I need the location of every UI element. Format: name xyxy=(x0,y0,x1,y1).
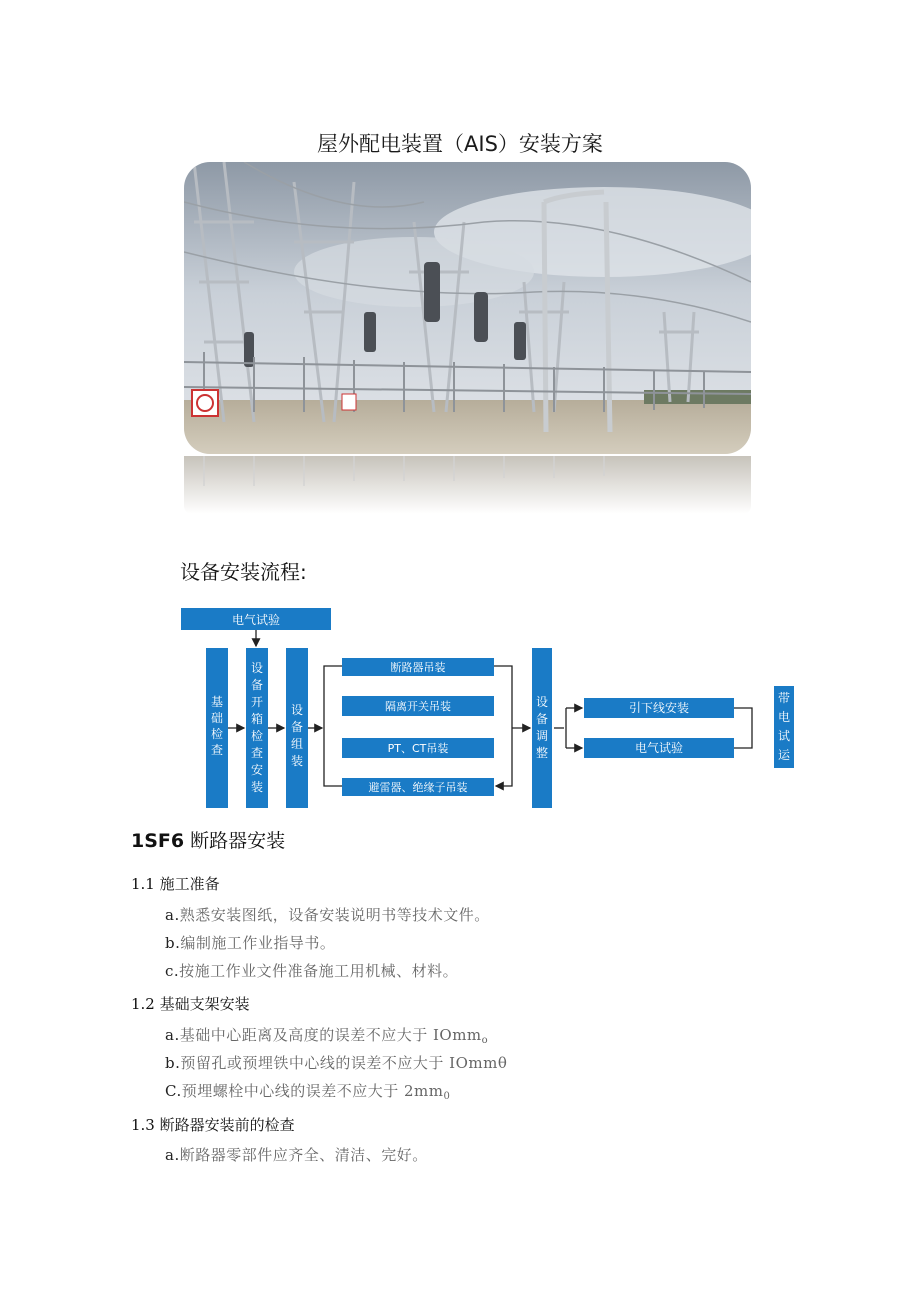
substation-photo-drawing xyxy=(184,162,751,454)
install-flowchart xyxy=(176,600,816,816)
subsection-heading-3 xyxy=(131,1114,295,1135)
list-item: c.按施工作业文件准备施工用机械、材料。 xyxy=(165,962,459,980)
photo-reflection xyxy=(184,456,751,514)
flow-branch-1-label: 断路器吊装 xyxy=(390,661,446,674)
flow-col-adjust xyxy=(532,648,552,808)
list-item: a.断路器零部件应齐全、清洁、完好。 xyxy=(165,1146,428,1164)
flow-col-unpack-label: 设备开箱检查安装 xyxy=(250,661,264,794)
subsection-title: 施工准备 xyxy=(159,875,220,893)
list-item: C.预埋螺栓中心线的误差不应大于 $2mm_0$ xyxy=(165,1082,451,1102)
subsection-title: 基础支架安装 xyxy=(159,995,250,1013)
flow-col-base-label: 基础检查 xyxy=(210,695,224,757)
list-item: b.预留孔或预埋铁中心线的误差不应大于 IOmmθ xyxy=(165,1054,508,1072)
subsection-num: 1.3 xyxy=(131,1116,155,1134)
flow-right-1-label: 引下线安装 xyxy=(628,701,690,715)
subsection-heading-1 xyxy=(131,873,220,894)
flow-col-assemble-label: 设备组装 xyxy=(290,703,304,768)
substation-photo xyxy=(184,162,751,454)
subsection-title: 断路器安装前的检查 xyxy=(159,1116,295,1134)
list-item: a.基础中心距离及高度的误差不应大于 IOmm$_o$ xyxy=(165,1026,489,1046)
section-heading xyxy=(131,826,285,853)
photo-reflection-drawing xyxy=(184,456,751,514)
subsection-num: 1.1 xyxy=(131,875,155,893)
process-heading: 设备安装流程: xyxy=(180,560,307,584)
subsection-num: 1.2 xyxy=(131,995,155,1013)
flow-right-2-label: 电气试验 xyxy=(634,741,684,755)
section-heading-num: 1SF6 xyxy=(131,830,185,852)
flow-col-adjust-label: 设备调整 xyxy=(535,695,549,760)
section-heading-text: 断路器安装 xyxy=(190,830,286,852)
list-item: a.熟悉安装图纸，设备安装说明书等技术文件。 xyxy=(165,906,490,924)
subsection-heading-2 xyxy=(131,993,250,1014)
page-title: 屋外配电装置（AIS）安装方案 xyxy=(317,132,603,156)
flow-branch-2-label: 隔离开关吊装 xyxy=(385,700,451,713)
list-item: b.编制施工作业指导书。 xyxy=(165,934,336,952)
flow-branch-3-label: PT、CT吊装 xyxy=(387,742,449,755)
flow-branch-4-label: 避雷器、绝缘子吊装 xyxy=(368,781,468,794)
flow-final-box-label: 带电试运 xyxy=(777,691,791,762)
flow-top-box-label: 电气试验 xyxy=(231,613,281,627)
